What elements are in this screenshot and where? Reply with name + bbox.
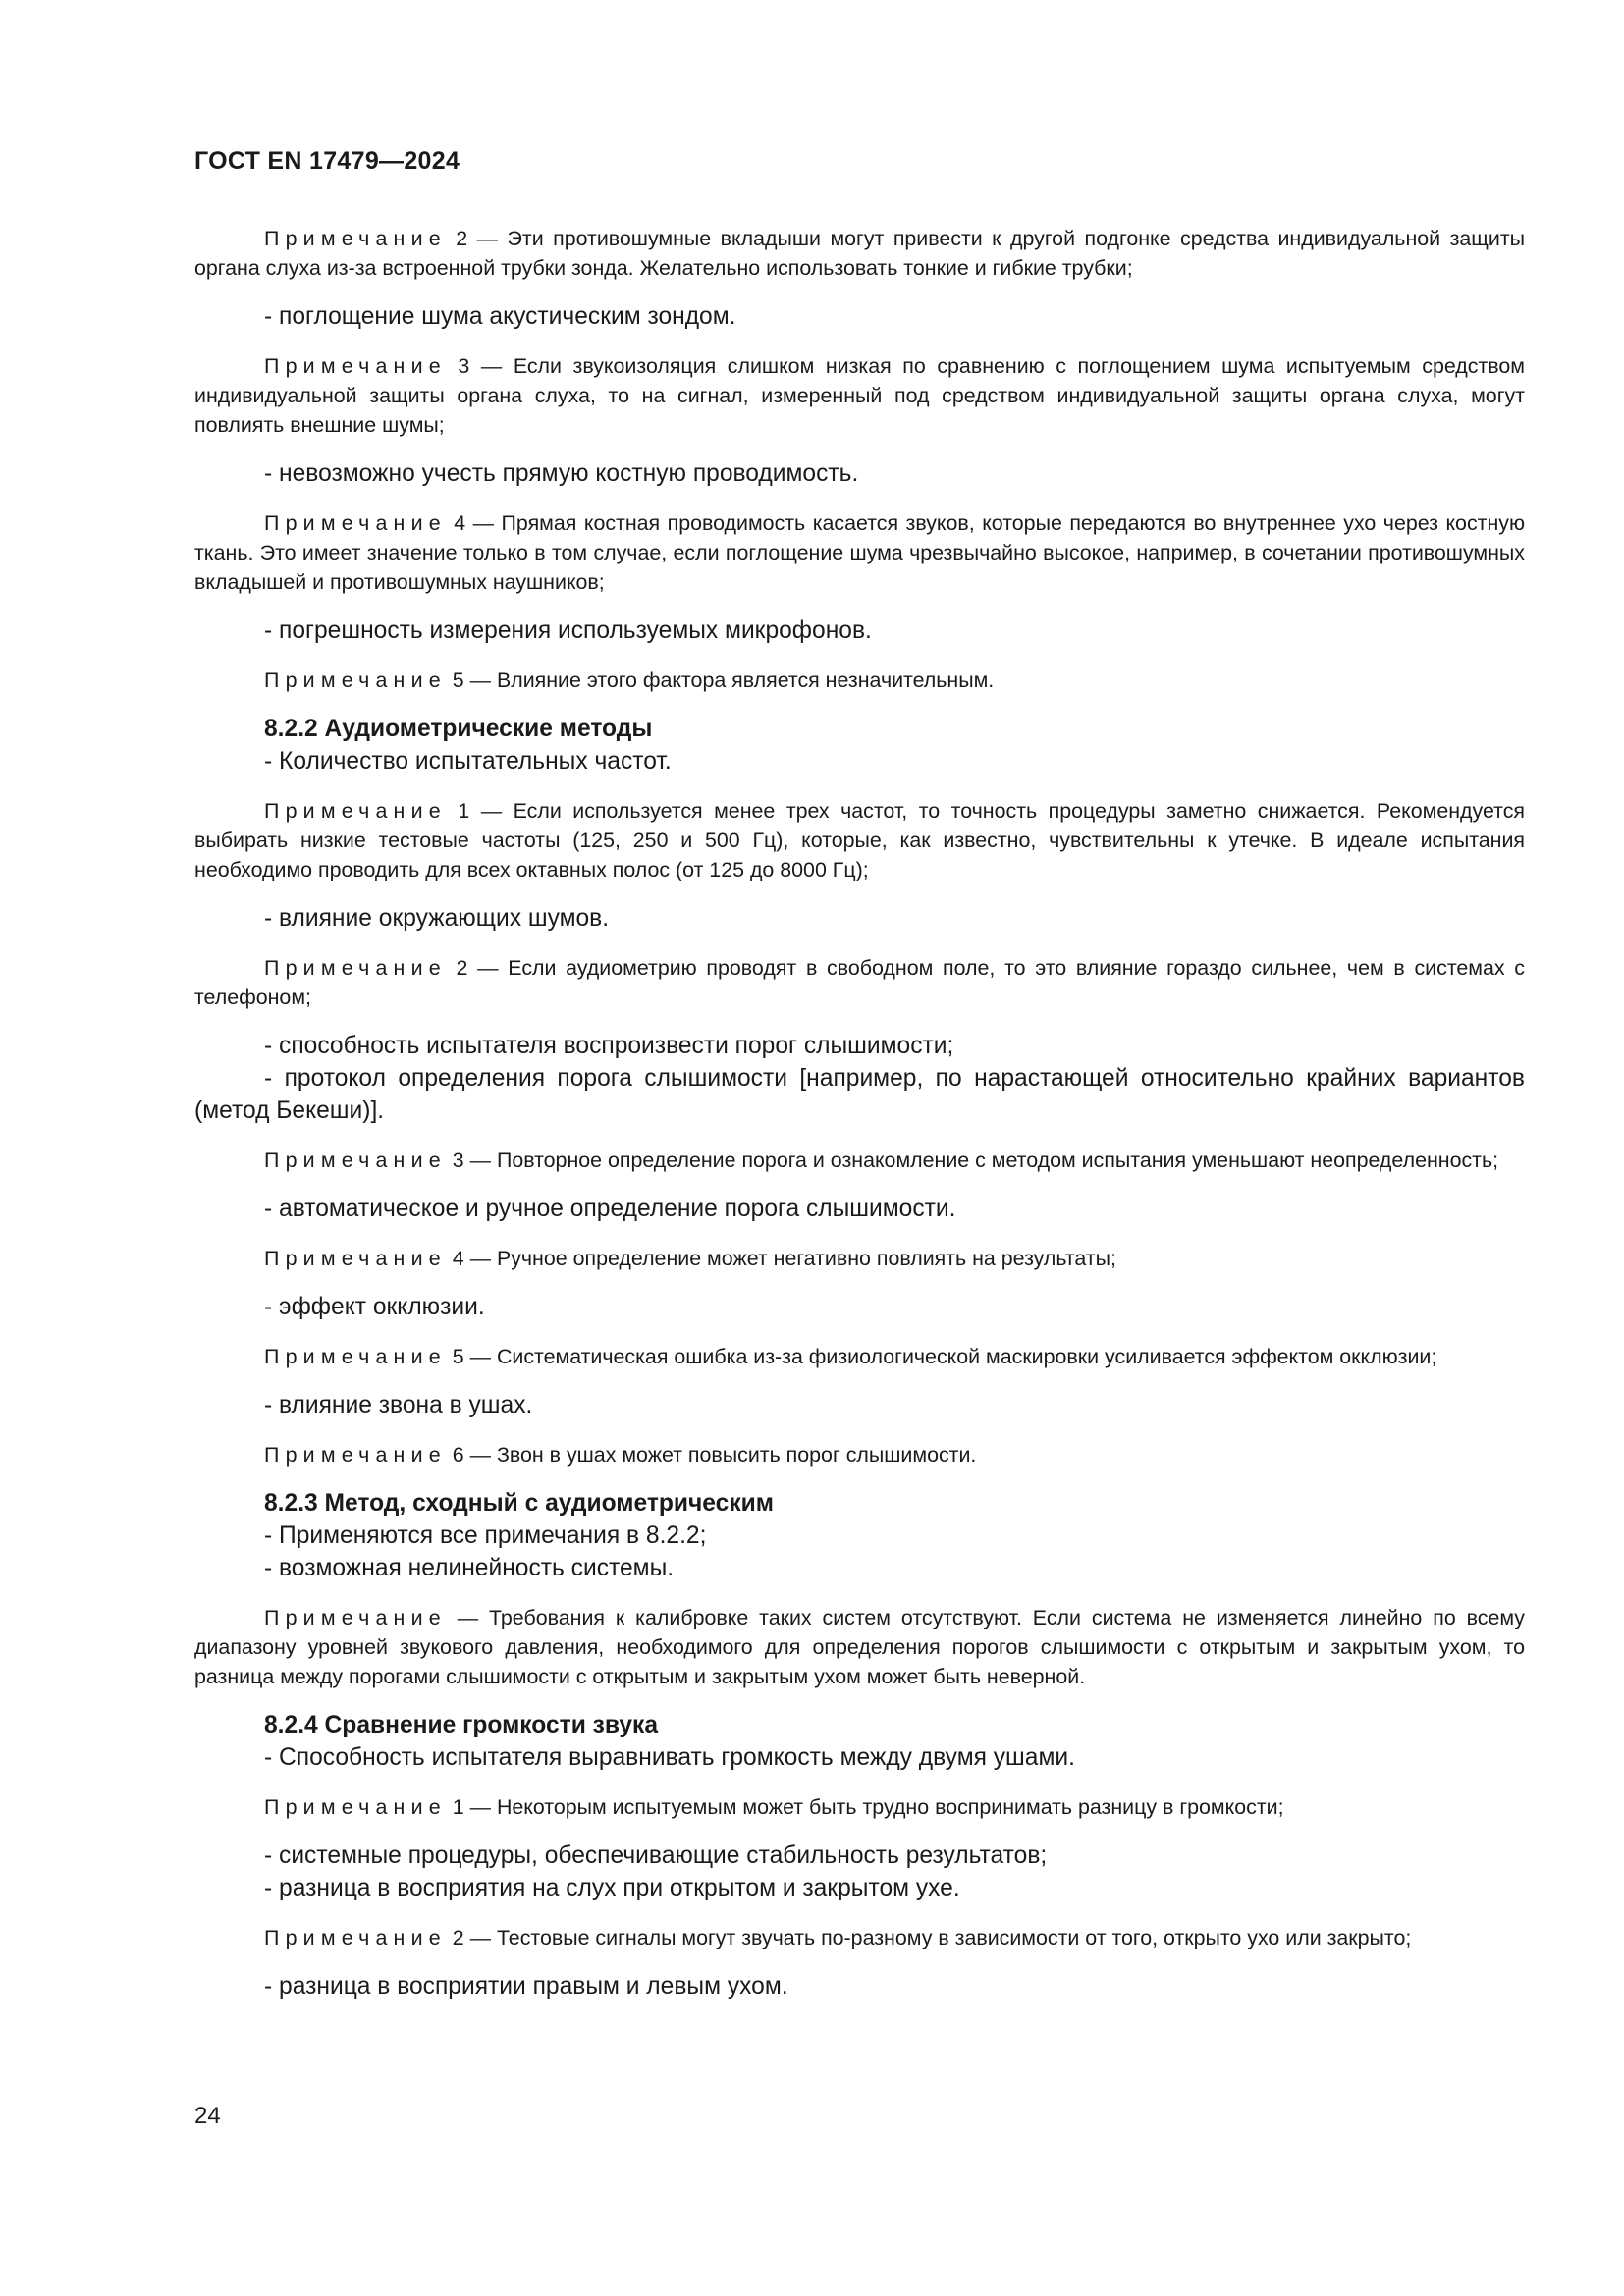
list-item: - Применяются все примечания в 8.2.2; [264, 1522, 707, 1549]
note-label: Примечание [264, 227, 447, 250]
list-item: - разница в восприятии правым и левым ухом. [264, 1973, 788, 2000]
list-item: - эффект окклюзии. [264, 1294, 485, 1320]
list-item: - невозможно учесть прямую костную проводимость. [264, 460, 859, 487]
list-item: - влияние звона в ушах. [264, 1392, 533, 1418]
page-number: 24 [194, 2103, 221, 2129]
note-text: Если используется менее трех частот, то точность процедуры заметно снижается. Рекомендуется выбирать низкие тестовые частоты (125, 250 и 500 Гц), которые, как известно, чувствительны к утечке. В идеале испытания необходимо проводить для всех октавных полос (от 125 до 8000 Гц); [194, 799, 1525, 881]
list-item: - автоматическое и ручное определение порога слышимости. [264, 1196, 956, 1222]
list-item: - способность испытателя воспроизвести порог слышимости; [264, 1033, 954, 1059]
list-item: - системные процедуры, обеспечивающие стабильность результатов; [264, 1842, 1048, 1869]
note-text: Если аудиометрию проводят в свободном поле, то это влияние гораздо сильнее, чем в системах с телефоном; [194, 956, 1525, 1009]
note-number: 3 — [458, 354, 503, 378]
note-label: Примечание [264, 511, 447, 535]
note-text: Ручное определение может негативно повлиять на результаты; [491, 1247, 1116, 1270]
document-header: ГОСТ EN 17479—2024 [194, 147, 460, 175]
note [194, 1440, 1525, 1469]
note [194, 1244, 1525, 1273]
list-item: - протокол определения порога слышимости [например, по нарастающей относительно крайних вариантов (метод Бекеши)]. [194, 1065, 1525, 1124]
note-number: 2 — [456, 227, 499, 250]
section-heading-8-2-2: 8.2.2 Аудиометрические методы [264, 716, 653, 742]
note-label: Примечание [264, 1148, 447, 1172]
list-item: - влияние окружающих шумов. [264, 905, 610, 932]
note [194, 1923, 1525, 1952]
note-number: 5 — [452, 1345, 491, 1368]
note [194, 666, 1525, 695]
note-text: Прямая костная проводимость касается звуков, которые передаются во внутреннее ухо через костную ткань. Это имеет значение только в том случае, если поглощение шума чрезвычайно высокое, например, в сочетании противошумных вкладышей и противошумных наушников; [194, 511, 1525, 594]
section-heading-8-2-4: 8.2.4 Сравнение громкости звука [264, 1712, 659, 1738]
note-text: Эти противошумные вкладыши могут привести к другой подгонке средства индивидуальной защиты органа слуха из-за встроенной трубки зонда. Желательно использовать тонкие и гибкие трубки; [194, 227, 1525, 280]
note-number: 1 — [452, 1795, 491, 1819]
note-number: 2 — [456, 956, 499, 980]
note-text: Влияние этого фактора является незначительным. [491, 668, 995, 692]
note-label: Примечание [264, 799, 447, 823]
note-label: Примечание [264, 1795, 447, 1819]
note [194, 224, 1525, 283]
list-item: - Количество испытательных частот. [264, 748, 672, 774]
note-number: 5 — [452, 668, 491, 692]
note-text: Тестовые сигналы могут звучать по-разному в зависимости от того, открыто ухо или закрыто; [491, 1926, 1412, 1949]
note [194, 508, 1525, 597]
note-label: Примечание [264, 1926, 447, 1949]
note-label: Примечание [264, 668, 447, 692]
section-heading-8-2-3: 8.2.3 Метод, сходный с аудиометрическим [264, 1490, 774, 1517]
note-number: 6 — [452, 1443, 491, 1467]
note-label: Примечание [264, 1606, 447, 1629]
note [194, 1603, 1525, 1691]
note-number: 1 — [458, 799, 503, 823]
note [194, 796, 1525, 884]
document-body [194, 224, 1525, 2002]
note-text: Повторное определение порога и ознакомление с методом испытания уменьшают неопределенность; [491, 1148, 1499, 1172]
list-item: - возможная нелинейность системы. [264, 1555, 675, 1581]
note-text: Если звукоизоляция слишком низкая по сравнению с поглощением шума испытуемым средством индивидуальной защиты органа слуха, то на сигнал, измеренный под средством индивидуальной защиты органа слуха, могут повлиять внешние шумы; [194, 354, 1525, 437]
note-number: 4 — [454, 511, 495, 535]
note [194, 1342, 1525, 1371]
note-text: Некоторым испытуемым может быть трудно воспринимать разницу в громкости; [491, 1795, 1284, 1819]
note-number: 4 — [452, 1247, 491, 1270]
list-item: - разница в восприятия на слух при открытом и закрытом ухе. [264, 1875, 960, 1901]
note [194, 1146, 1525, 1175]
note-label: Примечание [264, 1443, 447, 1467]
note-text: Систематическая ошибка из-за физиологической маскировки усиливается эффектом окклюзии; [491, 1345, 1437, 1368]
note-text: Требования к калибровке таких систем отсутствуют. Если система не изменяется линейно по всему диапазону уровней звукового давления, необходимого для определения порогов слышимости с открытым и закрытым ухом, то разница между порогами слышимости с открытым и закрытым ухом может быть неверной. [194, 1606, 1525, 1688]
list-item: - Способность испытателя выравнивать громкость между двумя ушами. [264, 1744, 1075, 1771]
note-label: Примечание [264, 1345, 447, 1368]
note-label: Примечание [264, 354, 447, 378]
list-item: - поглощение шума акустическим зондом. [264, 303, 736, 330]
note-label: Примечание [264, 1247, 447, 1270]
note [194, 953, 1525, 1012]
note-number: 2 — [452, 1926, 491, 1949]
note-number: — [457, 1606, 479, 1629]
note-label: Примечание [264, 956, 447, 980]
note [194, 1792, 1525, 1822]
note-text: Звон в ушах может повысить порог слышимости. [491, 1443, 977, 1467]
note [194, 351, 1525, 440]
note-number: 3 — [452, 1148, 491, 1172]
list-item: - погрешность измерения используемых микрофонов. [264, 617, 872, 644]
